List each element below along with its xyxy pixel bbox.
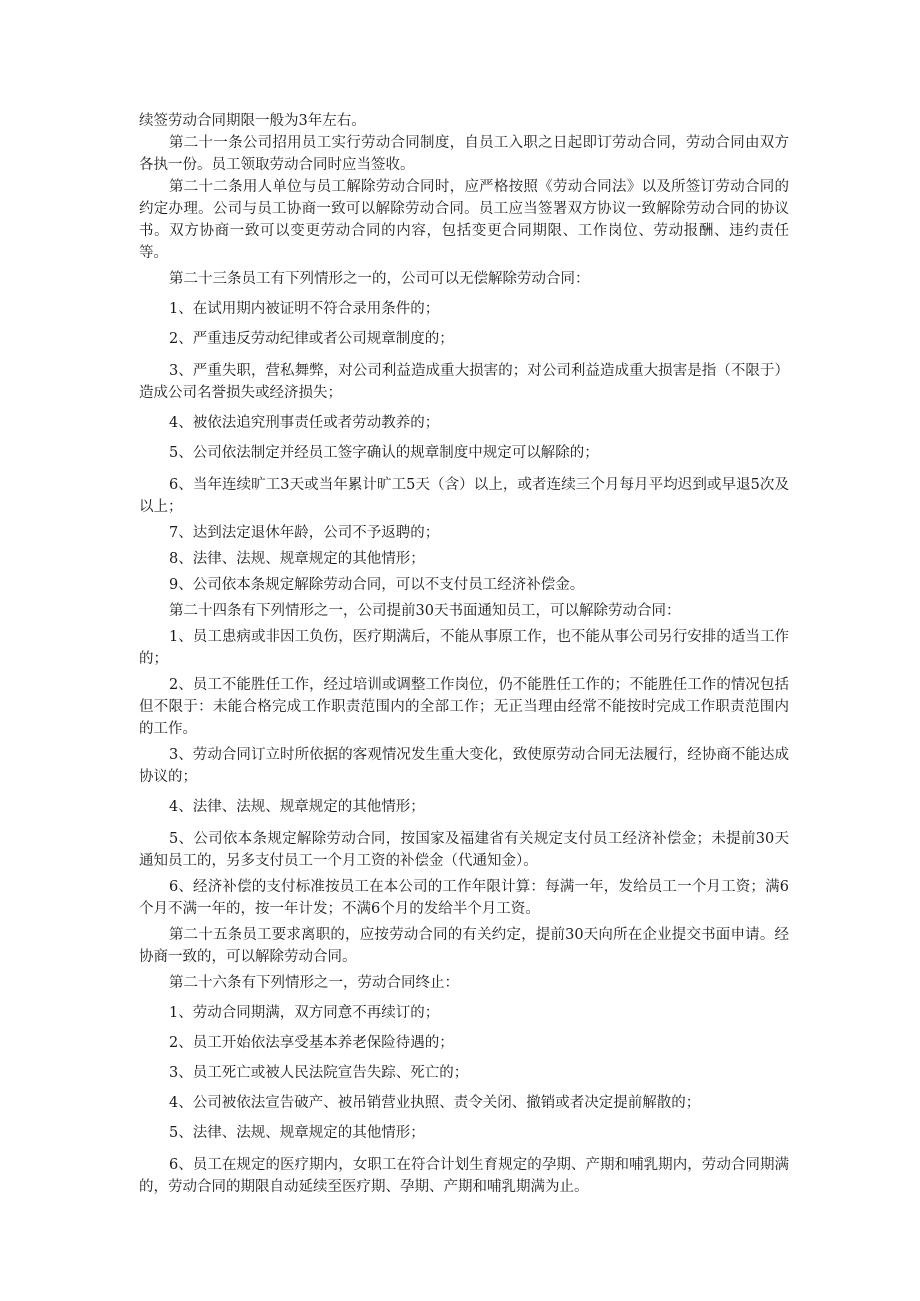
article-26-item-3: 3、员工死亡或被人民法院宣告失踪、死亡的； <box>169 1065 469 1081</box>
article-26-item-6: 6、员工在规定的医疗期内，女职工在符合计划生育规定的孕期、产期和哺乳期内，劳动合同期满的，劳动合同的期限自动延续至医疗期、孕期、产期和哺乳期满为止。 <box>139 1157 789 1195</box>
article-24-item-2: 2、员工不能胜任工作，经过培训或调整工作岗位，仍不能胜任工作的；不能胜任工作的情况包括但不限于：未能合格完成工作职责范围内的全部工作；无正当理由经常不能按时完成工作职责范围内的工作。 <box>139 677 789 737</box>
article-23-item-2: 2、严重违反劳动纪律或者公司规章制度的； <box>169 331 454 347</box>
article-24-item-4: 4、法律、法规、规章规定的其他情形； <box>169 799 425 815</box>
article-25: 第二十五条员工要求离职的，应按劳动合同的有关约定，提前30天向所在企业提交书面申请。经协商一致的，可以解除劳动合同。 <box>139 927 789 965</box>
article-23-item-8: 8、法律、法规、规章规定的其他情形； <box>169 551 425 567</box>
document-body <box>139 110 789 1198</box>
article-26-item-2: 2、员工开始依法享受基本养老保险待遇的； <box>169 1035 454 1051</box>
article-23-item-1: 1、在试用期内被证明不符合录用条件的； <box>169 301 440 317</box>
article-23-item-9: 9、公司依本条规定解除劳动合同，可以不支付员工经济补偿金。 <box>169 577 585 593</box>
article-23-item-7: 7、达到法定退休年龄，公司不予返聘的； <box>169 525 440 541</box>
article-26-item-1: 1、劳动合同期满，双方同意不再续订的； <box>169 1005 440 1021</box>
article-24: 第二十四条有下列情形之一，公司提前30天书面通知员工，可以解除劳动合同： <box>169 603 681 619</box>
article-23: 第二十三条员工有下列情形之一的，公司可以无偿解除劳动合同： <box>169 271 590 287</box>
article-21: 第二十一条公司招用员工实行劳动合同制度，自员工入职之日起即订劳动合同，劳动合同由双方各执一份。员工领取劳动合同时应当签收。 <box>139 135 789 173</box>
article-26-item-4: 4、公司被依法宣告破产、被吊销营业执照、责令关闭、撤销或者决定提前解散的； <box>169 1095 701 1111</box>
article-24-item-1: 1、员工患病或非因工负伤，医疗期满后，不能从事原工作，也不能从事公司另行安排的适当工作的； <box>139 629 789 667</box>
article-23-item-5: 5、公司依法制定并经员工签字确认的规章制度中规定可以解除的； <box>169 445 599 461</box>
article-23-item-6: 6、当年连续旷工3天或当年累计旷工5天（含）以上，或者连续三个月每月平均迟到或早退5次及以上； <box>139 477 789 515</box>
article-24-item-5: 5、公司依本条规定解除劳动合同，按国家及福建省有关规定支付员工经济补偿金；未提前30天通知员工的，另多支付员工一个月工资的补偿金（代通知金）。 <box>139 831 789 869</box>
article-23-item-3: 3、严重失职，营私舞弊，对公司利益造成重大损害的；对公司利益造成重大损害是指（不限于）造成公司名誉损失或经济损失； <box>139 363 789 401</box>
article-24-item-3: 3、劳动合同订立时所依据的客观情况发生重大变化，致使原劳动合同无法履行，经协商不能达成协议的； <box>139 747 789 785</box>
article-26: 第二十六条有下列情形之一，劳动合同终止： <box>169 975 459 991</box>
article-26-item-5: 5、法律、法规、规章规定的其他情形； <box>169 1125 425 1141</box>
article-22: 第二十二条用人单位与员工解除劳动合同时，应严格按照《劳动合同法》以及所签订劳动合同的约定办理。公司与员工协商一致可以解除劳动合同。员工应当签署双方协议一致解除劳动合同的协议书。双方协商一致可以变更劳动合同的内容，包括变更合同期限、工作岗位、劳动报酬、违约责任等。 <box>139 179 789 261</box>
paragraph-contract-renewal: 续签劳动合同期限一般为3年左右。 <box>139 113 366 129</box>
article-23-item-4: 4、被依法追究刑事责任或者劳动教养的； <box>169 415 440 431</box>
article-24-item-6: 6、经济补偿的支付标准按员工在本公司的工作年限计算：每满一年，发给员工一个月工资；满6个月不满一年的，按一年计发；不满6个月的发给半个月工资。 <box>139 879 789 917</box>
